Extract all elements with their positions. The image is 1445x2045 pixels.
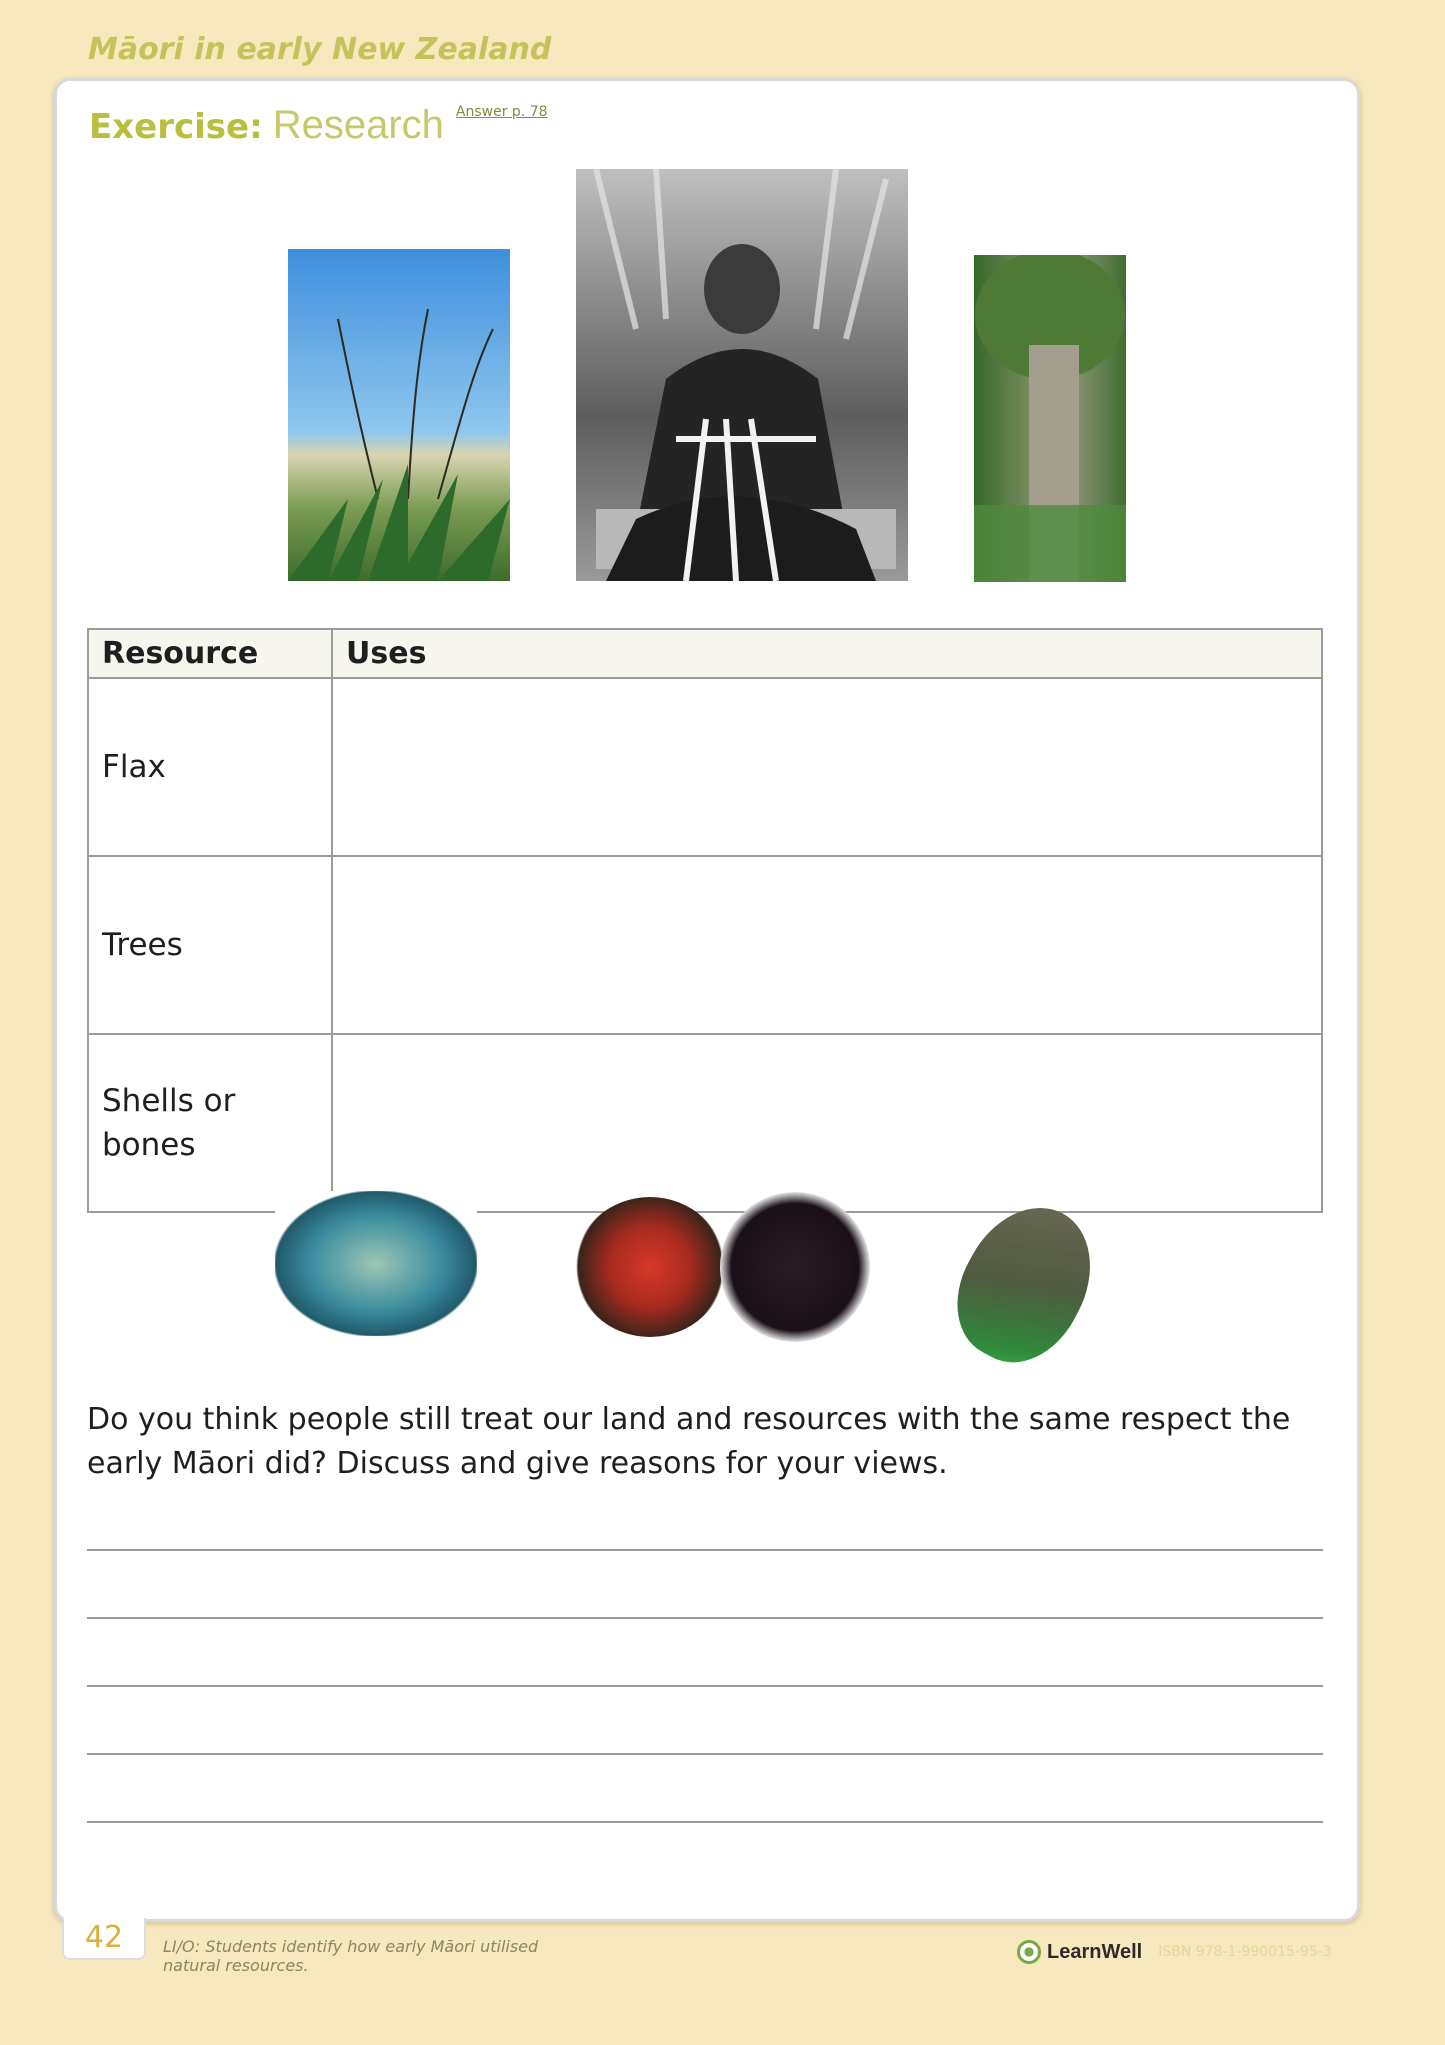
discussion-question: Do you think people still treat our land and resources with the same respect the early Māori did? Discuss and give reasons for your views. — [87, 1402, 1291, 1481]
resource-cell: Flax — [88, 678, 332, 856]
column-header-resource: Resource — [88, 629, 332, 678]
exercise-label: Exercise: — [89, 107, 263, 147]
kina-closed-photo — [720, 1192, 870, 1342]
page-number: 42 — [62, 1918, 146, 1960]
table-row — [88, 1034, 1322, 1212]
uses-answer-cell[interactable] — [332, 1034, 1322, 1212]
isbn-text: ISBN 978-1-990015-95-3 — [1158, 1944, 1332, 1960]
learnwell-logo-icon — [1017, 1940, 1041, 1964]
table-row — [88, 856, 1322, 1034]
uses-answer-cell[interactable] — [332, 856, 1322, 1034]
uses-answer-cell[interactable] — [332, 678, 1322, 856]
resource-table — [87, 628, 1323, 1213]
resource-cell: Trees — [88, 856, 332, 1034]
exercise-title: Research — [272, 103, 444, 147]
exercise-heading — [89, 103, 548, 148]
kina-sea-urchin-photo — [555, 1187, 892, 1347]
table-row — [88, 678, 1322, 856]
resource-cell: Shells or bones — [88, 1034, 332, 1212]
table-header-row — [88, 629, 1322, 678]
answer-line[interactable] — [87, 1753, 1323, 1755]
publisher-brand — [1017, 1940, 1332, 1964]
paua-shell-photo — [275, 1191, 477, 1336]
flax-plant-photo — [288, 249, 510, 581]
answer-reference-link[interactable]: Answer p. 78 — [455, 104, 548, 120]
running-title: Māori in early New Zealand — [88, 32, 552, 67]
answer-line[interactable] — [87, 1685, 1323, 1687]
weaving-woman-photo — [576, 169, 908, 581]
column-header-uses: Uses — [332, 629, 1322, 678]
worksheet-card — [54, 78, 1360, 1922]
answer-line[interactable] — [87, 1821, 1323, 1823]
brand-name: LearnWell — [1047, 1940, 1143, 1963]
answer-line[interactable] — [87, 1549, 1323, 1551]
mussel-shell-photo — [955, 1196, 1120, 1356]
learning-intention: LI/O: Students identify how early Māori utilised natural resources. — [163, 1937, 539, 1975]
kina-open-photo — [575, 1197, 725, 1337]
kauri-tree-photo — [974, 255, 1126, 582]
answer-line[interactable] — [87, 1617, 1323, 1619]
